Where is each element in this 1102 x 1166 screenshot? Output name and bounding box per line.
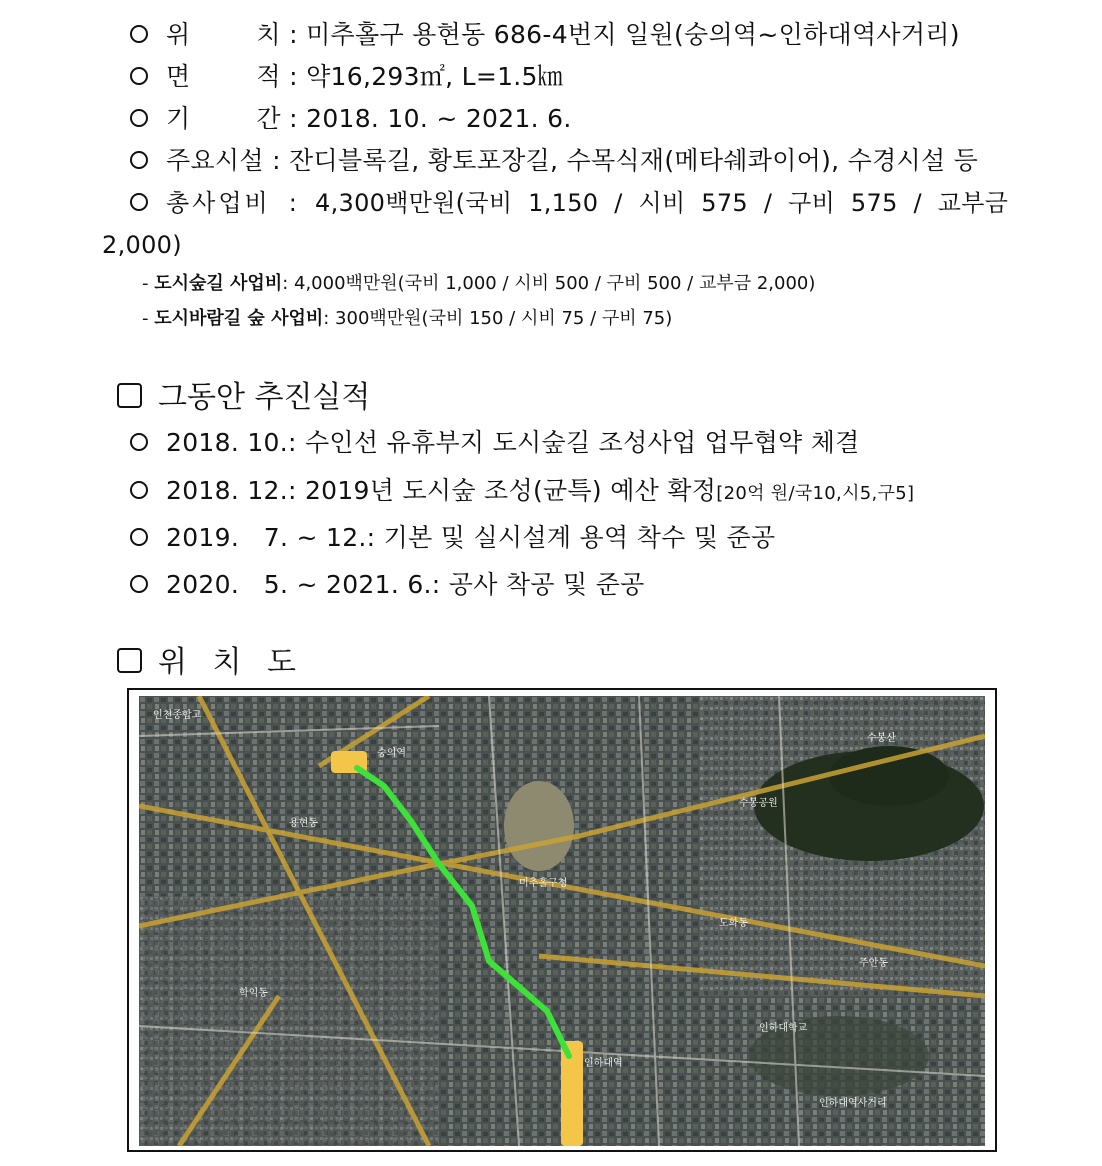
sub-budget-wind-value: : 300백만원(국비 150 / 시비 75 / 구비 75) (323, 308, 673, 329)
location-map-frame (127, 688, 997, 1152)
sub-budget-forest (142, 272, 815, 296)
progress-item-text: 2018. 12.: 2019년 도시숲 조성(균특) 예산 확정 (166, 476, 717, 505)
budget-row (130, 187, 1008, 219)
progress-item (130, 427, 860, 459)
location-value: 미추홀구 용현동 686-4번지 일원(숭의역~인하대역사거리) (306, 20, 960, 49)
area-value: 약16,293㎡, L=1.5㎞ (306, 62, 564, 91)
map-heading-text: 위 치 도 (158, 645, 305, 680)
circle-bullet-icon (130, 151, 148, 169)
budget-row-cont (102, 229, 182, 261)
checkbox-square-icon (117, 648, 142, 673)
station-marker-south (561, 1041, 583, 1146)
dash-bullet: - (142, 273, 155, 294)
map-hill-peak (829, 746, 949, 806)
sub-budget-wind (142, 307, 672, 331)
circle-bullet-icon (130, 481, 148, 499)
map-label: 주안동 (859, 958, 888, 969)
facilities-value: 잔디블록길, 황토포장길, 수목식재(메타쉐콰이어), 수경시설 등 (289, 146, 979, 175)
sub-budget-wind-label: 도시바람길 숲 사업비 (154, 308, 324, 329)
area-colon: : (289, 62, 298, 91)
circle-bullet-icon (130, 575, 148, 593)
location-label: 위 치 (166, 20, 281, 49)
circle-bullet-icon (130, 528, 148, 546)
budget-label: 총사업비 (166, 189, 271, 217)
circle-bullet-icon (130, 109, 148, 127)
map-construction-site (504, 781, 574, 871)
map-heading (117, 645, 304, 681)
progress-heading-text: 그동안 추진실적 (158, 380, 371, 415)
dash-bullet: - (142, 308, 155, 329)
circle-bullet-icon (130, 193, 148, 211)
map-label: 인하대역사거리 (819, 1098, 887, 1109)
map-label: 용현동 (289, 818, 318, 829)
area-row (130, 61, 563, 93)
map-label: 인천종합고 (153, 710, 202, 721)
period-colon: : (289, 104, 298, 133)
circle-bullet-icon (130, 433, 148, 451)
sub-budget-forest-label: 도시숲길 사업비 (154, 273, 283, 294)
location-row (130, 19, 960, 51)
progress-item-note: [20억 원/국10,시5,구5] (716, 483, 915, 504)
period-row (130, 103, 572, 135)
checkbox-square-icon (117, 383, 142, 408)
progress-item (130, 569, 645, 601)
map-district-southwest (139, 896, 439, 1146)
map-label: 학익동 (239, 988, 268, 999)
map-label: 수봉산 (867, 733, 896, 744)
budget-value: 4,300백만원(국비 1,150 / 시비 575 / 구비 575 / 교부금 (315, 189, 1009, 217)
satellite-map (139, 696, 985, 1146)
budget-value-cont: 2,000) (102, 231, 182, 259)
map-label: 수봉공원 (739, 798, 778, 809)
map-label: 미추홀구청 (519, 878, 568, 889)
period-label: 기 간 (166, 104, 281, 133)
sub-budget-forest-value: : 4,000백만원(국비 1,000 / 시비 500 / 구비 500 / 교부금 2,000) (282, 273, 816, 294)
progress-item-text: 2018. 10.: 수인선 유휴부지 도시숲길 조성사업 업무협약 체결 (166, 428, 860, 457)
progress-item-text: 2019. 7. ~ 12.: 기본 및 실시설계 용역 착수 및 준공 (166, 523, 776, 552)
circle-bullet-icon (130, 25, 148, 43)
location-colon: : (289, 20, 298, 49)
budget-colon: : (288, 189, 298, 217)
progress-item (130, 475, 914, 510)
circle-bullet-icon (130, 67, 148, 85)
map-label: 인하대학교 (759, 1023, 808, 1034)
map-label: 숭의역 (377, 748, 406, 759)
facilities-label: 주요시설 (166, 146, 264, 175)
progress-item (130, 522, 775, 554)
map-label: 도화동 (719, 918, 748, 929)
facilities-row (130, 145, 978, 177)
period-value: 2018. 10. ~ 2021. 6. (306, 104, 572, 133)
area-label: 면 적 (166, 62, 281, 91)
progress-heading (117, 380, 370, 416)
progress-item-text: 2020. 5. ~ 2021. 6.: 공사 착공 및 준공 (166, 570, 645, 599)
facilities-colon: : (272, 146, 281, 175)
map-label: 인하대역 (584, 1058, 623, 1069)
